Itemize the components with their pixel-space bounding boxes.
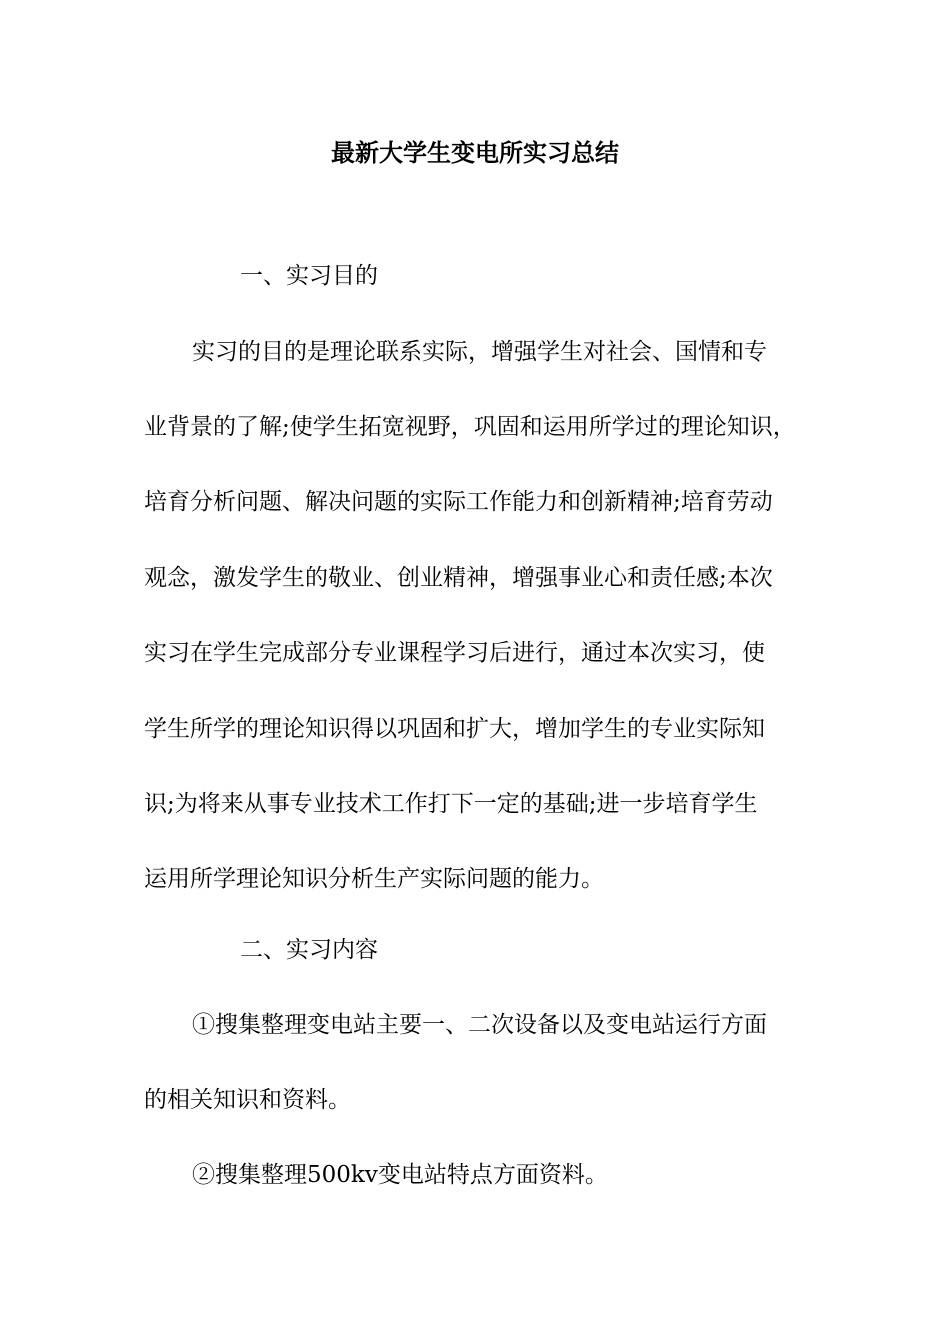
list-item-line: ②搜集整理500kv变电站特点方面资料。 bbox=[192, 1162, 608, 1188]
section-heading-content: 二、实习内容 bbox=[240, 937, 378, 963]
document-title: 最新大学生变电所实习总结 bbox=[331, 138, 619, 167]
paragraph-line: 业背景的了解;使学生拓宽视野，巩固和运用所学过的理论知识， bbox=[144, 414, 796, 440]
paragraph-line: 运用所学理论知识分析生产实际问题的能力。 bbox=[144, 866, 604, 892]
paragraph-line: 实习的目的是理论联系实际，增强学生对社会、国情和专 bbox=[192, 339, 767, 365]
list-item-line: 的相关知识和资料。 bbox=[144, 1087, 351, 1113]
paragraph-line: 观念，激发学生的敬业、创业精神，增强事业心和责任感;本次 bbox=[144, 565, 773, 591]
paragraph-line: 识;为将来从事专业技术工作打下一定的基础;进一步培育学生 bbox=[144, 791, 758, 817]
list-item-line: ①搜集整理变电站主要一、二次设备以及变电站运行方面 bbox=[192, 1012, 767, 1038]
section-heading-purpose: 一、实习目的 bbox=[240, 263, 378, 289]
paragraph-line: 培育分析问题、解决问题的实际工作能力和创新精神;培育劳动 bbox=[144, 489, 773, 515]
paragraph-line: 学生所学的理论知识得以巩固和扩大，增加学生的专业实际知 bbox=[144, 716, 765, 742]
paragraph-line: 实习在学生完成部分专业课程学习后进行，通过本次实习，使 bbox=[144, 640, 765, 666]
